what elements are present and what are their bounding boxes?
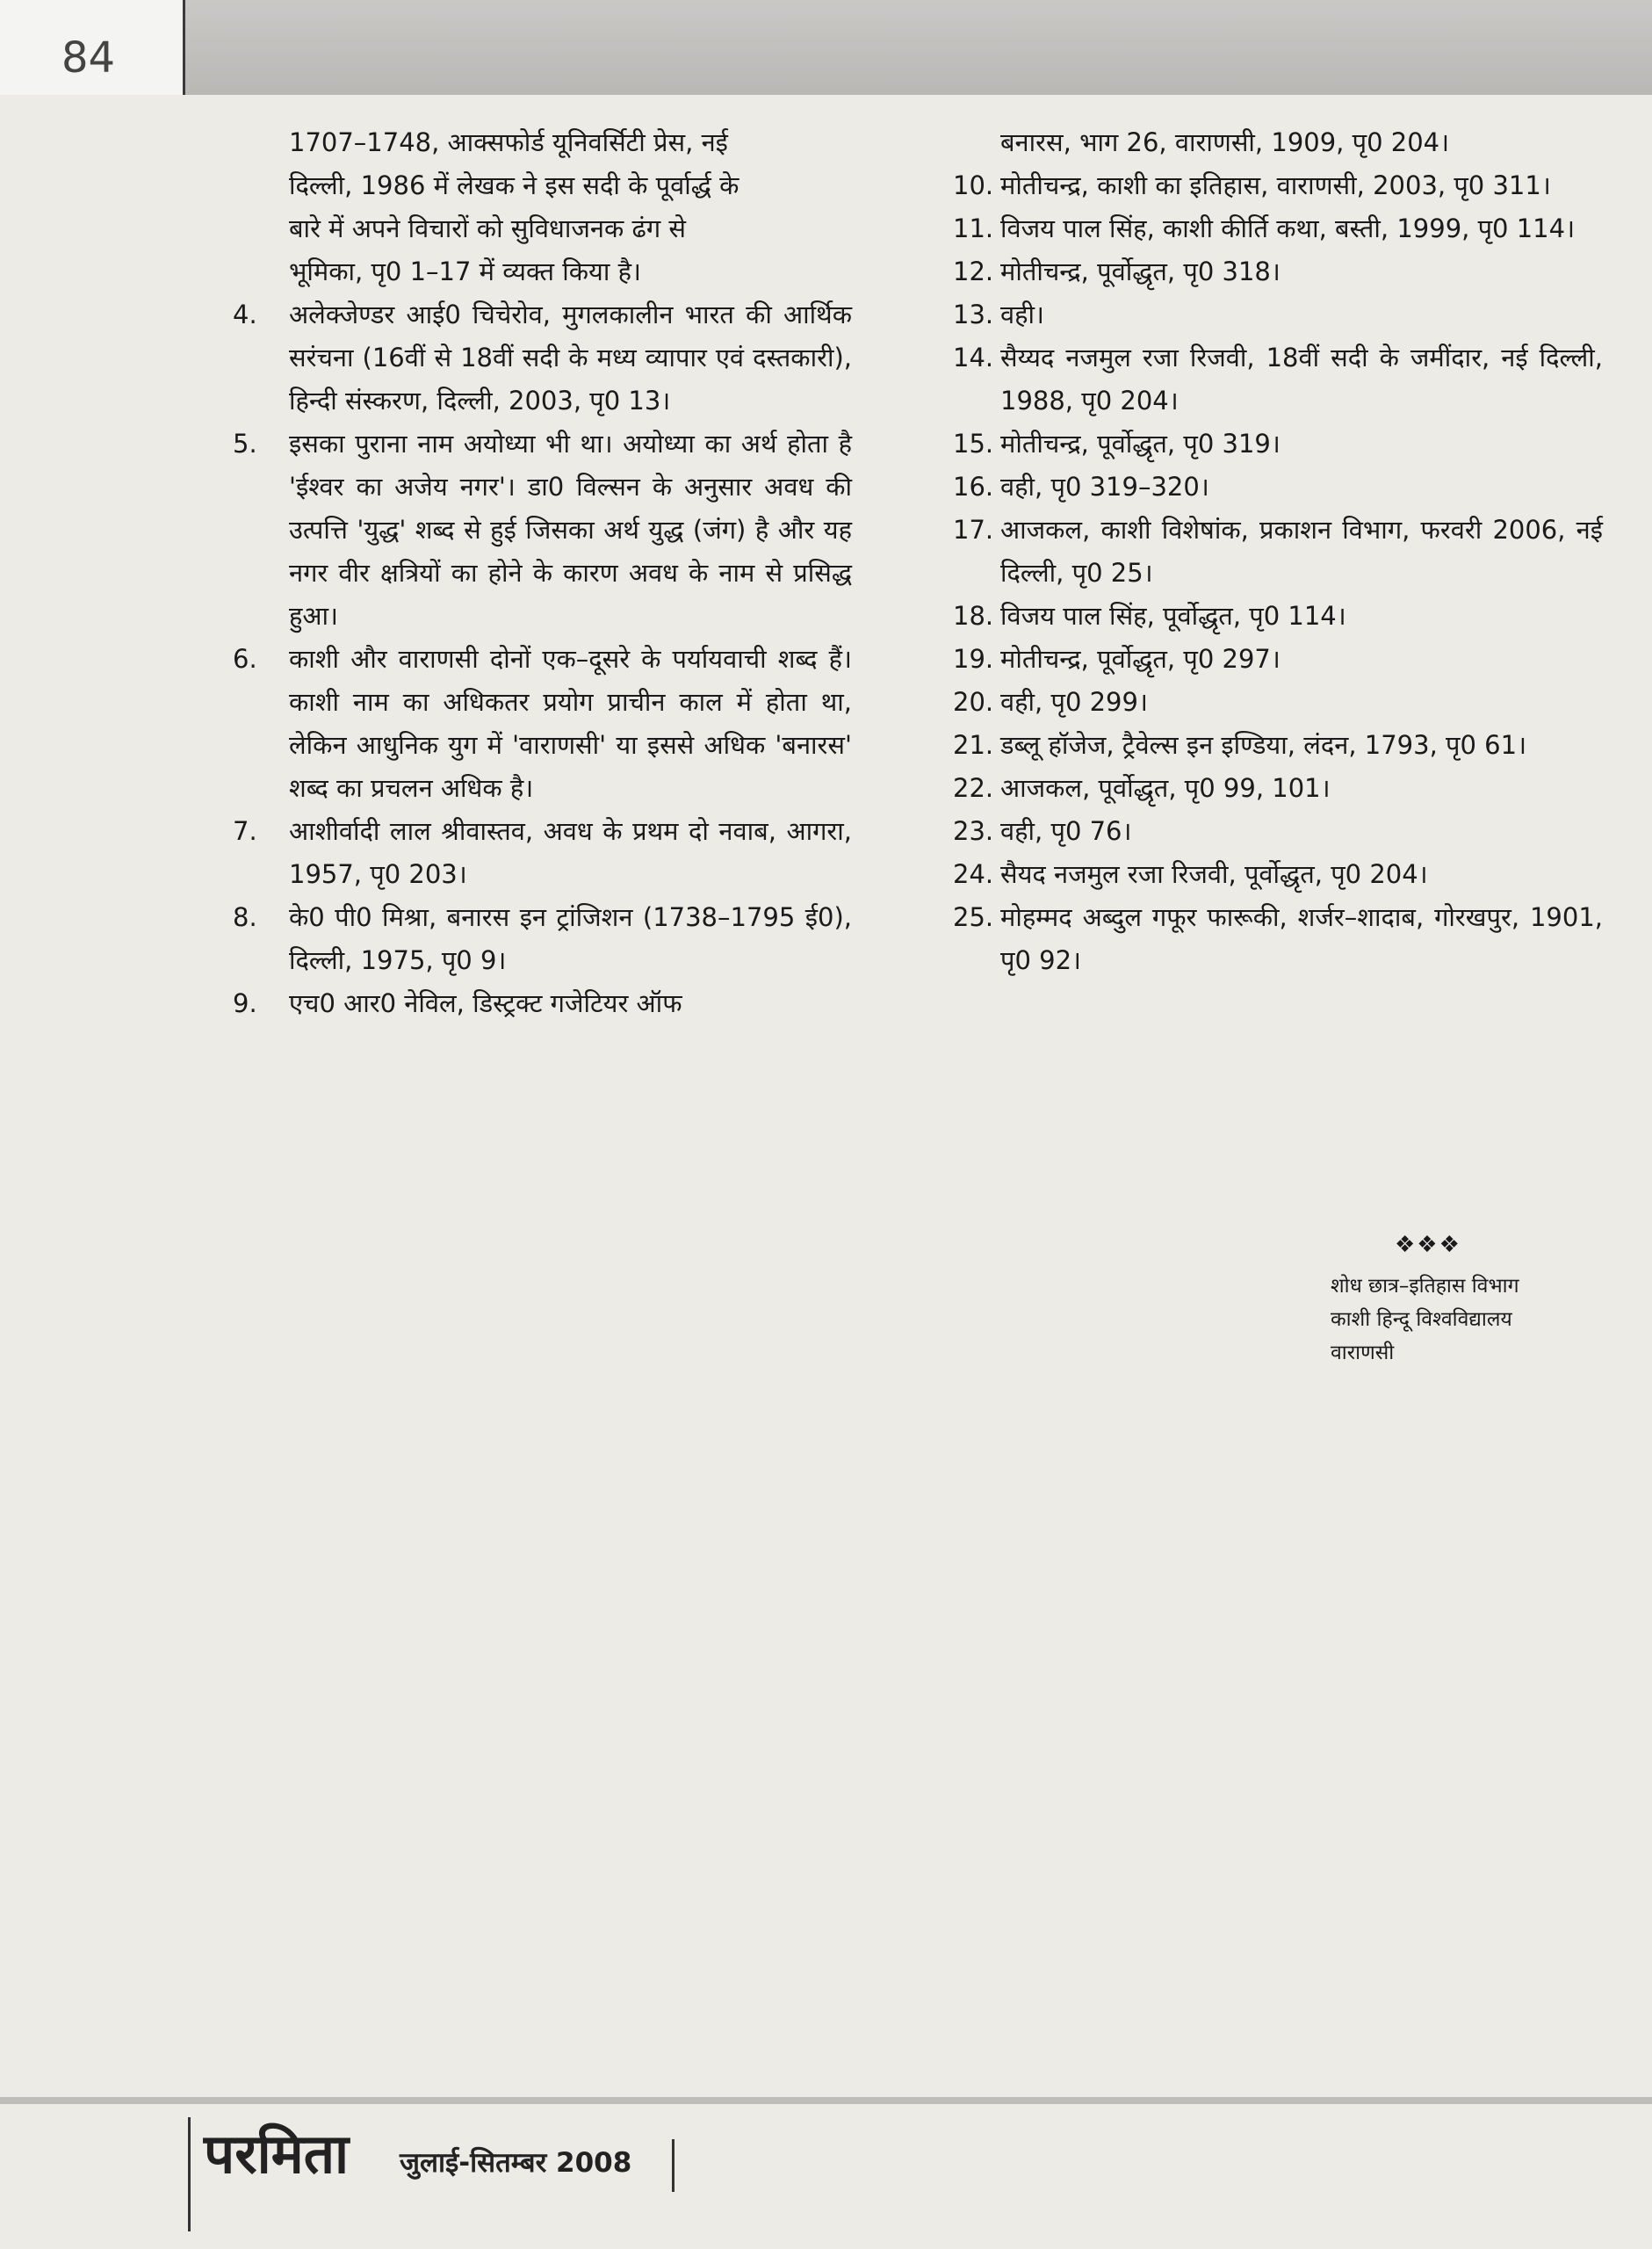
footnote-number: 15. xyxy=(953,429,994,459)
author-department: शोध छात्र–इतिहास विभाग xyxy=(1331,1275,1519,1298)
footnote-8 xyxy=(233,896,852,982)
footnote-4 xyxy=(233,293,852,423)
footnote-text: सैयद नजमुल रजा रिजवी, पूर्वोद्धृत, पृ0 204। xyxy=(1000,859,1428,889)
footnote-12 xyxy=(953,250,1603,293)
footnote-number: 16. xyxy=(953,472,994,502)
header-band xyxy=(0,0,1652,95)
footnote-number: 10. xyxy=(953,170,994,200)
footnote-text: वही, पृ0 299। xyxy=(1000,687,1148,717)
footnote-number: 18. xyxy=(953,601,994,631)
footnote-number: 4. xyxy=(233,300,257,329)
footnote-text: विजय पाल सिंह, काशी कीर्ति कथा, बस्ती, 1999, पृ0 114। xyxy=(1000,213,1576,243)
footnote-number: 23. xyxy=(953,816,994,846)
footnote-text: आशीर्वादी लाल श्रीवास्तव, अवध के प्रथम दो नवाब, आगरा, 1957, पृ0 203। xyxy=(289,816,852,889)
footnote-text: अलेक्जेण्डर आई0 चिचेरोव, मुगलकालीन भारत की आर्थिक सरंचना (16वीं से 18वीं सदी के मध्य व्यापार एवं दस्तकारी), हिन्दी संस्करण, दिल्ली, 2003, पृ0 13। xyxy=(289,300,852,416)
page-number: 84 xyxy=(61,33,116,83)
footnote-20 xyxy=(953,681,1603,724)
footnote-number: 9. xyxy=(233,988,257,1018)
left-column xyxy=(233,121,852,1025)
note-3-line: 1707–1748, आक्सफोर्ड यूनिवर्सिटी प्रेस, नई xyxy=(289,127,728,157)
footer-right-divider xyxy=(672,2139,675,2192)
footnote-text: सैय्यद नजमुल रजा रिजवी, 18वीं सदी के जमींदार, नई दिल्ली, 1988, पृ0 204। xyxy=(1000,343,1603,416)
footnote-number: 12. xyxy=(953,257,994,286)
footnote-text: आजकल, पूर्वोद्धृत, पृ0 99, 101। xyxy=(1000,773,1331,803)
footnote-text: मोतीचन्द्र, पूर्वोद्धृत, पृ0 319। xyxy=(1000,429,1280,459)
note-3-line: दिल्ली, 1986 में लेखक ने इस सदी के पूर्वार्द्ध के xyxy=(289,170,739,200)
footnote-text: मोतीचन्द्र, पूर्वोद्धृत, पृ0 297। xyxy=(1000,644,1280,674)
note-3-line: बारे में अपने विचारों को सुविधाजनक ढंग से xyxy=(289,213,686,243)
footnote-6 xyxy=(233,638,852,810)
right-column xyxy=(953,121,1603,982)
footnote-13 xyxy=(953,293,1603,336)
footnote-number: 22. xyxy=(953,773,994,803)
footnote-24 xyxy=(953,853,1603,896)
footnote-text: मोहम्मद अब्दुल गफूर फारूकी, शर्जर–शादाब, गोरखपुर, 1901, पृ0 92। xyxy=(1000,902,1603,975)
footnote-number: 6. xyxy=(233,644,257,674)
footnote-25 xyxy=(953,896,1603,982)
footnote-number: 25. xyxy=(953,902,994,932)
footnote-number: 19. xyxy=(953,644,994,674)
footnote-21 xyxy=(953,724,1603,767)
footnote-text: मोतीचन्द्र, पूर्वोद्धृत, पृ0 318। xyxy=(1000,257,1280,286)
footnote-16 xyxy=(953,466,1603,509)
footnote-text: आजकल, काशी विशेषांक, प्रकाशन विभाग, फरवरी 2006, नई दिल्ली, पृ0 25। xyxy=(1000,515,1603,588)
footnote-number: 24. xyxy=(953,859,994,889)
footnote-text: मोतीचन्द्र, काशी का इतिहास, वाराणसी, 2003, पृ0 311। xyxy=(1000,170,1551,200)
author-affiliation xyxy=(1331,1269,1519,1370)
footnote-number: 14. xyxy=(953,343,994,372)
journal-logo: परमिता xyxy=(204,2122,350,2186)
footnote-18 xyxy=(953,595,1603,638)
note-3-line: भूमिका, पृ0 1–17 में व्यक्त किया है। xyxy=(289,257,641,286)
footnote-5 xyxy=(233,423,852,638)
footer-rule xyxy=(0,2097,1652,2104)
footnote-19 xyxy=(953,638,1603,681)
footnote-11 xyxy=(953,207,1603,250)
footnote-text: डब्लू हॉजेज, ट्रैवेल्स इन इण्डिया, लंदन, 1793, पृ0 61। xyxy=(1000,730,1527,760)
footnote-14 xyxy=(953,336,1603,423)
footer-left-divider xyxy=(188,2117,191,2231)
issue-date: जुलाई-सितम्बर 2008 xyxy=(400,2147,632,2179)
footnote-7 xyxy=(233,810,852,896)
footnote-number: 13. xyxy=(953,300,994,329)
note-9-continuation: बनारस, भाग 26, वाराणसी, 1909, पृ0 204। xyxy=(1000,127,1450,157)
footnote-text: काशी और वाराणसी दोनों एक–दूसरे के पर्यायवाची शब्द हैं। काशी नाम का अधिकतर प्रयोग प्राचीन काल में होता था, लेकिन आधुनिक युग में 'वाराणसी' या इससे अधिक 'बनारस' शब्द का प्रचलन अधिक है। xyxy=(289,644,852,803)
footnote-15 xyxy=(953,423,1603,466)
footnote-22 xyxy=(953,767,1603,810)
footnote-17 xyxy=(953,509,1603,595)
author-university: काशी हिन्दू विश्वविद्यालय xyxy=(1331,1308,1512,1331)
footnote-10 xyxy=(953,164,1603,207)
header-divider xyxy=(183,0,185,95)
footnote-text: विजय पाल सिंह, पूर्वोद्धृत, पृ0 114। xyxy=(1000,601,1346,631)
footnote-23 xyxy=(953,810,1603,853)
footnote-text: वही, पृ0 76। xyxy=(1000,816,1132,846)
footnote-number: 11. xyxy=(953,213,994,243)
footnote-text: इसका पुराना नाम अयोध्या भी था। अयोध्या का अर्थ होता है 'ईश्वर का अजेय नगर'। डा0 विल्सन के अनुसार अवध की उत्पत्ति 'युद्ध' शब्द से हुई जिसका अर्थ युद्ध (जंग) है और यह नगर वीर क्षत्रियों का होने के कारण अवध के नाम से प्रसिद्ध हुआ। xyxy=(289,429,852,631)
footnote-number: 5. xyxy=(233,429,257,459)
footnote-9 xyxy=(233,982,852,1025)
footnote-number: 17. xyxy=(953,515,994,545)
footnote-number: 8. xyxy=(233,902,257,932)
footnote-text: एच0 आर0 नेविल, डिस्ट्रक्ट गजेटियर ऑफ xyxy=(289,988,682,1018)
footnote-number: 20. xyxy=(953,687,994,717)
footnote-text: वही, पृ0 319–320। xyxy=(1000,472,1209,502)
author-city: वाराणसी xyxy=(1331,1341,1395,1364)
footnote-number: 21. xyxy=(953,730,994,760)
footnote-text: के0 पी0 मिश्रा, बनारस इन ट्रांजिशन (1738–1795 ई0), दिल्ली, 1975, पृ0 9। xyxy=(289,902,852,975)
footnote-text: वही। xyxy=(1000,300,1045,329)
footnote-number: 7. xyxy=(233,816,257,846)
ornament-divider: ❖❖❖ xyxy=(1395,1232,1461,1258)
